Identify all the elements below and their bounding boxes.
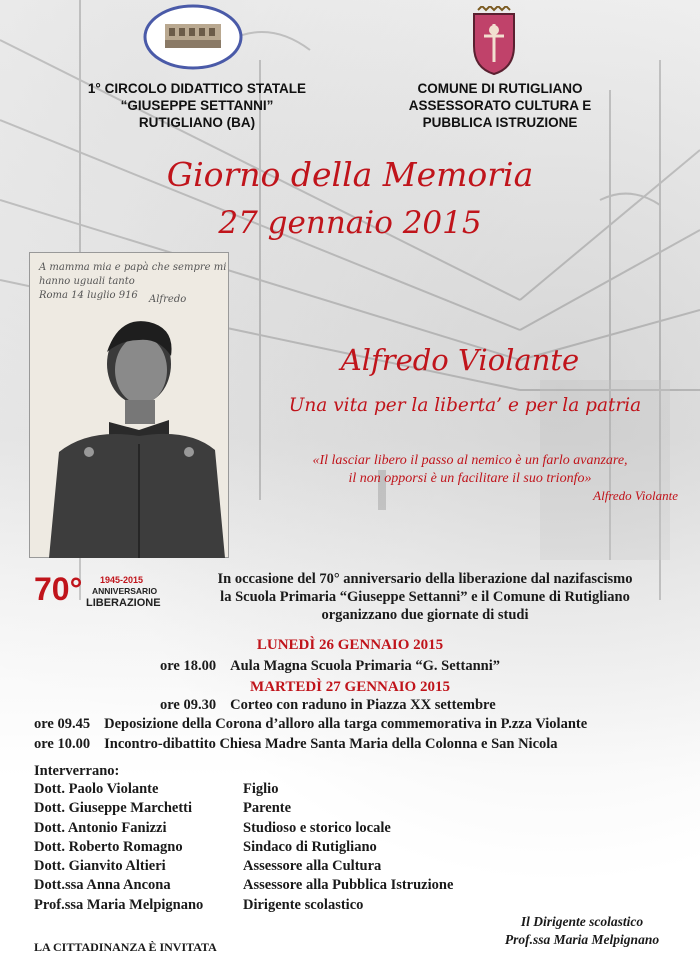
speaker-role: Figlio xyxy=(243,781,279,797)
event-text: Corteo con raduno in Piazza XX settembre xyxy=(230,697,496,713)
poster-title: Giorno della Memoria xyxy=(166,155,534,194)
subject-name: Alfredo Violante xyxy=(340,343,580,377)
event-text: Aula Magna Scuola Primaria “G. Settanni” xyxy=(230,658,500,674)
event-time: ore 09.30 xyxy=(160,697,217,713)
event-text: Deposizione della Corona d’alloro alla targa commemorativa in P.zza Violante xyxy=(104,716,588,732)
speakers-heading: Interverrano: xyxy=(34,763,120,779)
signature-name: Prof.ssa Maria Melpignano xyxy=(504,932,660,947)
speaker-row xyxy=(34,897,453,916)
speaker-name: Dott. Roberto Romagno xyxy=(34,838,183,855)
invitation-note: LA CITTADINANZA È INVITATA xyxy=(34,940,217,954)
speaker-name: Dott. Paolo Violante xyxy=(34,781,159,797)
event-text: Incontro-dibattito Chiesa Madre Santa Maria della Colonna e San Nicola xyxy=(104,736,558,752)
speaker-row xyxy=(34,781,453,800)
portrait-photo xyxy=(29,252,229,558)
intro-line: In occasione del 70° anniversario della liberazione dal nazifascismo xyxy=(217,571,633,587)
program-event xyxy=(160,697,496,714)
comune-coat-of-arms xyxy=(468,6,520,76)
program-event xyxy=(160,658,500,675)
anniversary-logo xyxy=(34,570,162,610)
speaker-role: Studioso e storico locale xyxy=(243,819,391,836)
handwriting-line: A mamma mia e papà che sempre mi xyxy=(39,262,227,273)
handwriting-line: Roma 14 luglio 916 xyxy=(39,290,138,301)
liberation-label: LIBERAZIONE xyxy=(86,597,161,609)
quote-line: il non opporsi è un facilitare il suo trionfo» xyxy=(348,471,592,486)
anniversary-years: 1945-2015 xyxy=(100,575,144,585)
speaker-role: Dirigente scolastico xyxy=(243,896,364,913)
comune-header xyxy=(390,80,610,131)
school-header-line: RUTIGLIANO (BA) xyxy=(138,115,256,130)
school-header xyxy=(52,80,342,131)
speaker-name: Dott. Giuseppe Marchetti xyxy=(34,800,192,817)
school-header-line: 1° CIRCOLO DIDATTICO STATALE xyxy=(87,81,307,96)
handwriting-line: hanno uguali tanto xyxy=(39,276,135,287)
speaker-role: Sindaco di Rutigliano xyxy=(243,838,377,855)
speaker-row xyxy=(34,839,453,858)
quote-line: «Il lasciar libero il passo al nemico è un farlo avanzare, xyxy=(312,453,628,468)
event-time: ore 09.45 xyxy=(34,716,91,732)
comune-header-line: COMUNE DI RUTIGLIANO xyxy=(417,81,583,96)
quote-author: Alfredo Violante xyxy=(593,488,678,503)
speaker-name: Dott.ssa Anna Ancona xyxy=(34,877,171,894)
anniversary-label: ANNIVERSARIO xyxy=(92,586,158,596)
signature-block xyxy=(470,913,694,949)
speaker-name: Prof.ssa Maria Melpignano xyxy=(34,896,204,913)
comune-header-line: PUBBLICA ISTRUZIONE xyxy=(422,115,578,130)
speaker-role: Assessore alla Cultura xyxy=(243,858,382,875)
speaker-row xyxy=(34,877,453,896)
speaker-name: Dott. Gianvito Altieri xyxy=(34,858,166,875)
day2-heading: MARTEDÌ 27 GENNAIO 2015 xyxy=(250,679,450,695)
speakers-list xyxy=(34,781,453,916)
event-intro xyxy=(160,570,690,624)
subject-subtitle: Una vita per la liberta’ e per la patria xyxy=(288,395,642,416)
event-time: ore 18.00 xyxy=(160,658,217,674)
intro-line: organizzano due giornate di studi xyxy=(321,607,529,623)
school-header-line: “GIUSEPPE SETTANNI” xyxy=(120,98,274,113)
speaker-row xyxy=(34,800,453,819)
day1-heading: LUNEDÌ 26 GENNAIO 2015 xyxy=(256,637,444,653)
speaker-role: Parente xyxy=(243,800,292,817)
program-event xyxy=(34,736,558,753)
comune-header-line: ASSESSORATO CULTURA E xyxy=(408,98,592,113)
speaker-name: Dott. Antonio Fanizzi xyxy=(34,819,167,836)
intro-line: la Scuola Primaria “Giuseppe Settanni” e il Comune di Rutigliano xyxy=(220,589,630,605)
handwriting-line: Alfredo xyxy=(149,294,187,305)
speaker-row xyxy=(34,858,453,877)
signature-title: Il Dirigente scolastico xyxy=(520,914,644,929)
program-event xyxy=(34,716,587,733)
school-logo xyxy=(143,4,243,70)
speaker-row xyxy=(34,820,453,839)
poster-date: 27 gennaio 2015 xyxy=(218,205,482,241)
anniversary-number: 70° xyxy=(34,571,83,607)
subject-quote xyxy=(260,452,680,488)
event-time: ore 10.00 xyxy=(34,736,91,752)
speaker-role: Assessore alla Pubblica Istruzione xyxy=(243,877,454,894)
